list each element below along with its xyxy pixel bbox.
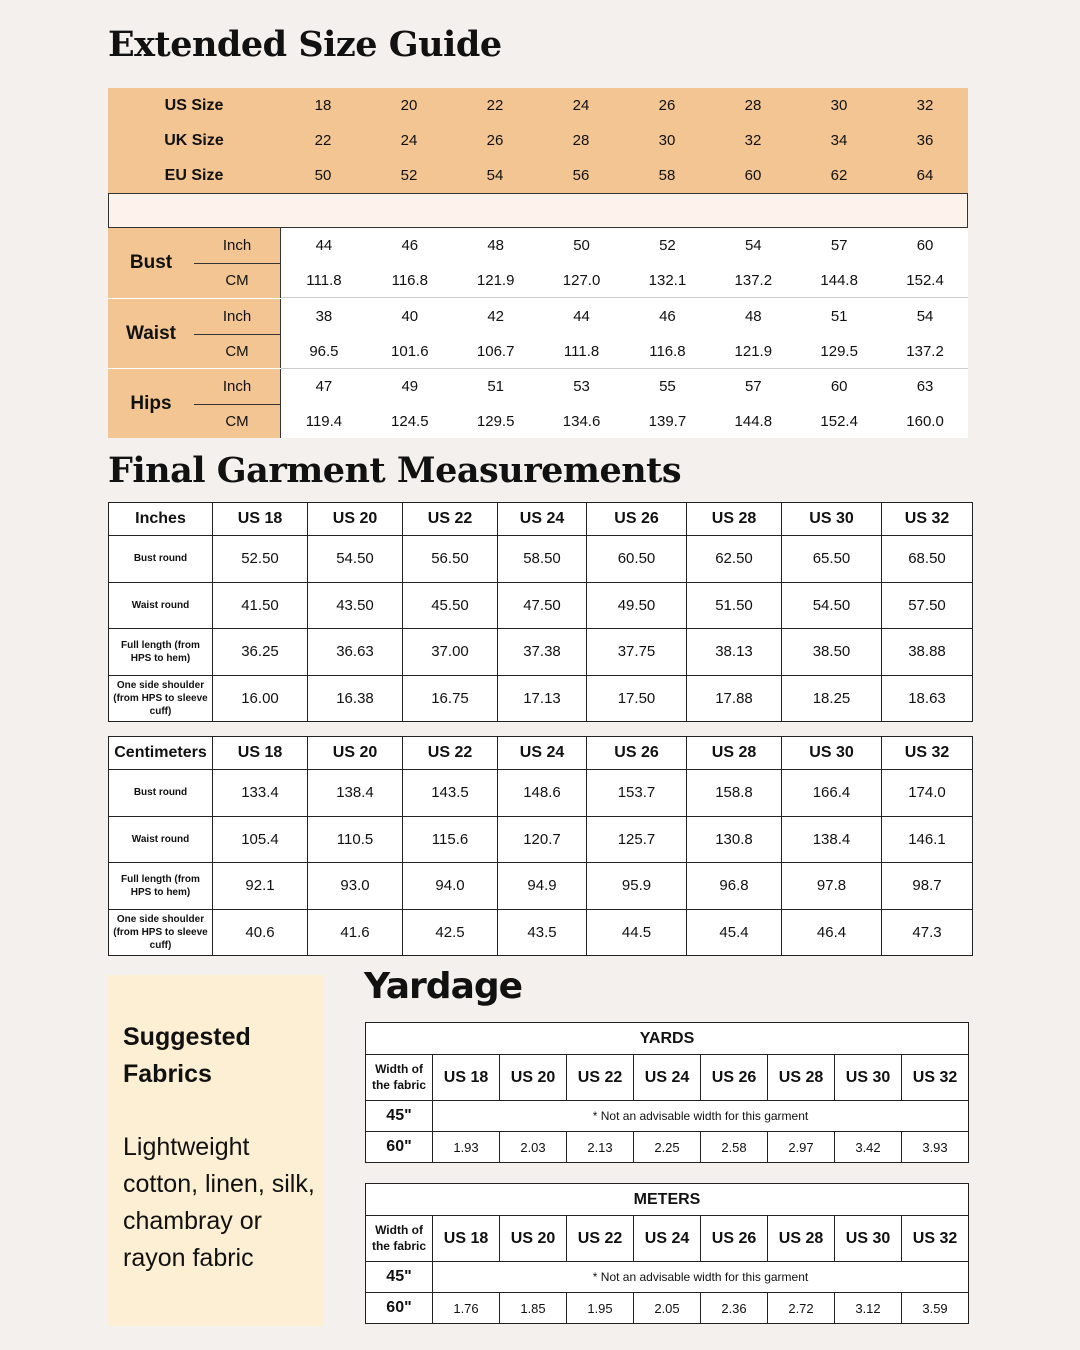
table-cell: 38.88 bbox=[882, 629, 973, 676]
uk-size-cell: 34 bbox=[830, 132, 848, 149]
table-cell: 138.4 bbox=[782, 816, 882, 863]
table-cell: 110.5 bbox=[308, 816, 403, 863]
width-60-label: 60" bbox=[366, 1293, 433, 1324]
cm-label: CM bbox=[225, 272, 249, 289]
table-cell: 130.8 bbox=[687, 816, 782, 863]
not-advisable-note: * Not an advisable width for this garment bbox=[433, 1262, 969, 1293]
value-cell: 124.5 bbox=[391, 413, 429, 430]
column-header: US 32 bbox=[882, 737, 973, 770]
table-cell: 148.6 bbox=[498, 770, 587, 817]
eu-size-cell: 50 bbox=[314, 167, 332, 184]
table-cell: 2.25 bbox=[634, 1132, 701, 1163]
us-size-cell: 28 bbox=[744, 97, 762, 114]
table-cell: 2.97 bbox=[768, 1132, 835, 1163]
inch-label: Inch bbox=[222, 308, 252, 325]
table-row bbox=[109, 863, 973, 910]
extended-size-guide bbox=[108, 88, 968, 438]
uk-size-label: UK Size bbox=[164, 131, 224, 149]
table-row bbox=[109, 909, 973, 956]
table-cell: 37.38 bbox=[498, 629, 587, 676]
table-header-row bbox=[109, 503, 973, 536]
value-cell: 47 bbox=[315, 378, 333, 395]
yards-table bbox=[365, 1022, 969, 1163]
value-cell: 139.7 bbox=[648, 413, 687, 430]
value-cell: 111.8 bbox=[563, 342, 600, 360]
value-cell: 129.5 bbox=[820, 342, 858, 360]
table-cell: 41.50 bbox=[213, 582, 308, 629]
table-cell: 38.13 bbox=[687, 629, 782, 676]
us-size-cell: 18 bbox=[314, 97, 332, 114]
table-row bbox=[366, 1132, 969, 1163]
eu-size-cell: 54 bbox=[486, 167, 504, 184]
column-header: US 26 bbox=[587, 503, 687, 536]
row-label: Full length (from HPS to hem) bbox=[109, 863, 213, 910]
table-row bbox=[109, 629, 973, 676]
value-cell: 152.4 bbox=[906, 271, 944, 289]
uk-size-row bbox=[108, 123, 968, 158]
table-cell: 16.00 bbox=[213, 675, 308, 722]
table-cell: 2.05 bbox=[634, 1293, 701, 1324]
us-size-row bbox=[108, 88, 968, 123]
column-header: US 30 bbox=[782, 737, 882, 770]
table-row bbox=[109, 816, 973, 863]
value-cell: 101.6 bbox=[391, 342, 429, 360]
us-size-cell: 20 bbox=[400, 97, 418, 114]
width-45-label: 45" bbox=[366, 1262, 433, 1293]
value-cell: 134.6 bbox=[562, 413, 601, 430]
table-cell: 166.4 bbox=[782, 770, 882, 817]
table-row bbox=[109, 675, 973, 722]
table-cell: 138.4 bbox=[308, 770, 403, 817]
table-cell: 36.25 bbox=[213, 629, 308, 676]
table-row bbox=[109, 536, 973, 583]
table-cell: 44.5 bbox=[587, 909, 687, 956]
value-cell: 132.1 bbox=[648, 271, 687, 289]
column-header: US 26 bbox=[701, 1216, 768, 1262]
table-cell: 54.50 bbox=[308, 536, 403, 583]
table-cell: 2.03 bbox=[500, 1132, 567, 1163]
table-cell: 56.50 bbox=[403, 536, 498, 583]
width-of-fabric-label: Width of the fabric bbox=[366, 1216, 433, 1262]
value-cell: 44 bbox=[315, 237, 333, 254]
table-cell: 37.00 bbox=[403, 629, 498, 676]
value-cell: 106.7 bbox=[476, 342, 515, 360]
table-cell: 174.0 bbox=[882, 770, 973, 817]
table-cell: 46.4 bbox=[782, 909, 882, 956]
column-header: US 18 bbox=[433, 1055, 500, 1101]
row-label: One side shoulder (from HPS to sleeve cuff) bbox=[109, 909, 213, 956]
table-cell: 3.93 bbox=[902, 1132, 969, 1163]
value-cell: 49 bbox=[401, 378, 419, 395]
table-cell: 57.50 bbox=[882, 582, 973, 629]
column-header: US 24 bbox=[498, 737, 587, 770]
table-row bbox=[366, 1262, 969, 1293]
table-cell: 18.63 bbox=[882, 675, 973, 722]
value-cell: 46 bbox=[659, 308, 676, 325]
table-cell: 3.42 bbox=[835, 1132, 902, 1163]
column-header: US 24 bbox=[634, 1055, 701, 1101]
cm-label: CM bbox=[225, 413, 249, 430]
suggested-fabrics-heading: Suggested Fabrics bbox=[123, 1023, 251, 1088]
eu-size-cell: 62 bbox=[830, 167, 848, 184]
table-cell: 97.8 bbox=[782, 863, 882, 910]
value-cell: 121.9 bbox=[476, 271, 515, 289]
table-cell: 133.4 bbox=[213, 770, 308, 817]
value-cell: 144.8 bbox=[820, 271, 858, 289]
table-cell: 1.93 bbox=[433, 1132, 500, 1163]
value-cell: 57 bbox=[830, 237, 848, 254]
title-final-garment-measurements: Final Garment Measurements bbox=[108, 450, 682, 491]
eu-size-cell: 56 bbox=[572, 167, 590, 184]
width-60-label: 60" bbox=[366, 1132, 433, 1163]
column-header: US 26 bbox=[587, 737, 687, 770]
value-cell: 42 bbox=[487, 308, 505, 325]
title-yardage: Yardage bbox=[364, 966, 523, 1007]
eu-size-cell: 60 bbox=[744, 167, 762, 184]
table-header-row bbox=[366, 1216, 969, 1262]
table-row bbox=[366, 1101, 969, 1132]
value-cell: 60 bbox=[916, 237, 934, 254]
table-cell: 2.36 bbox=[701, 1293, 768, 1324]
waist-inch-row bbox=[281, 299, 968, 334]
value-cell: 51 bbox=[830, 308, 848, 325]
table-cell: 49.50 bbox=[587, 582, 687, 629]
table-cell: 120.7 bbox=[498, 816, 587, 863]
value-cell: 50 bbox=[573, 237, 590, 254]
eu-size-row bbox=[108, 158, 968, 193]
table-cell: 36.63 bbox=[308, 629, 403, 676]
yards-caption: YARDS bbox=[366, 1023, 969, 1055]
waist-cm-row bbox=[281, 334, 968, 369]
table-cell: 54.50 bbox=[782, 582, 882, 629]
cm-label: CM bbox=[225, 343, 249, 360]
value-cell: 129.5 bbox=[476, 413, 515, 430]
width-of-fabric-label: Width of the fabric bbox=[366, 1055, 433, 1101]
table-cell: 3.59 bbox=[902, 1293, 969, 1324]
value-cell: 137.2 bbox=[734, 271, 773, 289]
value-cell: 137.2 bbox=[906, 342, 944, 360]
value-cell: 160.0 bbox=[906, 413, 944, 430]
value-cell: 96.5 bbox=[309, 342, 339, 360]
table-cell: 43.50 bbox=[308, 582, 403, 629]
value-cell: 57 bbox=[744, 378, 762, 395]
table-cell: 17.50 bbox=[587, 675, 687, 722]
row-label: Bust round bbox=[109, 770, 213, 817]
column-header: US 18 bbox=[213, 503, 308, 536]
value-cell: 38 bbox=[315, 308, 333, 325]
bust-block bbox=[108, 228, 968, 298]
column-header: US 18 bbox=[213, 737, 308, 770]
value-cell: 121.9 bbox=[734, 342, 773, 360]
column-header: US 28 bbox=[687, 503, 782, 536]
table-cell: 2.58 bbox=[701, 1132, 768, 1163]
inch-label: Inch bbox=[222, 378, 252, 395]
value-cell: 127.0 bbox=[562, 271, 601, 289]
table-cell: 115.6 bbox=[403, 816, 498, 863]
column-header: US 20 bbox=[308, 737, 403, 770]
value-cell: 116.8 bbox=[649, 342, 686, 360]
uk-size-cell: 36 bbox=[916, 132, 934, 149]
waist-label: Waist bbox=[126, 323, 176, 344]
table-cell: 2.72 bbox=[768, 1293, 835, 1324]
table-cell: 125.7 bbox=[587, 816, 687, 863]
garment-centimeters-table bbox=[108, 736, 973, 956]
eu-size-cell: 52 bbox=[400, 167, 418, 184]
table-cell: 143.5 bbox=[403, 770, 498, 817]
width-45-label: 45" bbox=[366, 1101, 433, 1132]
value-cell: 54 bbox=[744, 237, 762, 254]
hips-inch-row bbox=[281, 369, 968, 404]
bust-inch-row bbox=[281, 228, 968, 263]
eu-size-label: EU Size bbox=[164, 166, 224, 184]
eu-size-cell: 58 bbox=[658, 167, 676, 184]
centimeters-corner-label: Centimeters bbox=[109, 737, 213, 770]
value-cell: 152.4 bbox=[820, 413, 858, 430]
column-header: US 22 bbox=[567, 1216, 634, 1262]
table-cell: 16.38 bbox=[308, 675, 403, 722]
title-extended-size-guide: Extended Size Guide bbox=[108, 24, 502, 65]
row-label: Waist round bbox=[109, 582, 213, 629]
table-cell: 43.5 bbox=[498, 909, 587, 956]
table-caption-row bbox=[366, 1023, 969, 1055]
uk-size-cell: 28 bbox=[572, 132, 590, 149]
table-cell: 96.8 bbox=[687, 863, 782, 910]
us-size-cell: 32 bbox=[916, 97, 934, 114]
meters-table bbox=[365, 1183, 969, 1324]
column-header: US 20 bbox=[308, 503, 403, 536]
uk-size-cell: 24 bbox=[400, 132, 418, 149]
uk-size-cell: 32 bbox=[744, 132, 762, 149]
row-label: One side shoulder (from HPS to sleeve cuff) bbox=[109, 675, 213, 722]
value-cell: 53 bbox=[573, 378, 590, 395]
table-cell: 1.85 bbox=[500, 1293, 567, 1324]
table-cell: 3.12 bbox=[835, 1293, 902, 1324]
table-cell: 52.50 bbox=[213, 536, 308, 583]
value-cell: 52 bbox=[659, 237, 676, 254]
value-cell: 54 bbox=[916, 308, 934, 325]
value-cell: 48 bbox=[487, 237, 505, 254]
value-cell: 116.8 bbox=[391, 271, 429, 289]
row-label: Waist round bbox=[109, 816, 213, 863]
table-cell: 17.88 bbox=[687, 675, 782, 722]
column-header: US 26 bbox=[701, 1055, 768, 1101]
column-header: US 22 bbox=[403, 503, 498, 536]
table-cell: 42.5 bbox=[403, 909, 498, 956]
column-header: US 30 bbox=[835, 1055, 902, 1101]
eu-size-cell: 64 bbox=[916, 167, 934, 184]
value-cell: 60 bbox=[830, 378, 848, 395]
uk-size-cell: 30 bbox=[658, 132, 676, 149]
spacer-row bbox=[108, 193, 968, 228]
table-cell: 41.6 bbox=[308, 909, 403, 956]
table-cell: 51.50 bbox=[687, 582, 782, 629]
value-cell: 111.8 bbox=[306, 271, 342, 289]
table-cell: 92.1 bbox=[213, 863, 308, 910]
table-cell: 98.7 bbox=[882, 863, 973, 910]
suggested-fabrics-box bbox=[108, 975, 324, 1326]
bust-cm-row bbox=[281, 263, 968, 298]
table-cell: 1.76 bbox=[433, 1293, 500, 1324]
table-cell: 65.50 bbox=[782, 536, 882, 583]
table-cell: 94.0 bbox=[403, 863, 498, 910]
row-label: Bust round bbox=[109, 536, 213, 583]
value-cell: 63 bbox=[916, 378, 934, 395]
table-header-row bbox=[366, 1055, 969, 1101]
table-cell: 16.75 bbox=[403, 675, 498, 722]
value-cell: 55 bbox=[659, 378, 676, 395]
table-cell: 95.9 bbox=[587, 863, 687, 910]
column-header: US 28 bbox=[687, 737, 782, 770]
value-cell: 119.4 bbox=[305, 413, 343, 430]
table-row bbox=[366, 1293, 969, 1324]
garment-inches-table bbox=[108, 502, 973, 722]
inches-corner-label: Inches bbox=[109, 503, 213, 536]
table-caption-row bbox=[366, 1184, 969, 1216]
us-size-label: US Size bbox=[164, 96, 224, 114]
inch-label: Inch bbox=[222, 237, 252, 254]
hips-cm-row bbox=[281, 404, 968, 439]
table-cell: 40.6 bbox=[213, 909, 308, 956]
table-cell: 18.25 bbox=[782, 675, 882, 722]
column-header: US 24 bbox=[498, 503, 587, 536]
value-cell: 44 bbox=[573, 308, 590, 325]
table-cell: 45.50 bbox=[403, 582, 498, 629]
table-cell: 153.7 bbox=[587, 770, 687, 817]
hips-block bbox=[108, 368, 968, 438]
us-size-cell: 22 bbox=[486, 97, 504, 114]
table-cell: 60.50 bbox=[587, 536, 687, 583]
column-header: US 22 bbox=[403, 737, 498, 770]
column-header: US 28 bbox=[768, 1216, 835, 1262]
waist-block bbox=[108, 298, 968, 368]
not-advisable-note: * Not an advisable width for this garment bbox=[433, 1101, 969, 1132]
suggested-fabrics-description: Lightweight cotton, linen, silk, chambray or rayon fabric bbox=[123, 1133, 315, 1272]
us-size-cell: 30 bbox=[830, 97, 848, 114]
table-cell: 47.50 bbox=[498, 582, 587, 629]
bust-label: Bust bbox=[129, 252, 173, 273]
column-header: US 20 bbox=[500, 1216, 567, 1262]
uk-size-cell: 26 bbox=[486, 132, 504, 149]
column-header: US 28 bbox=[768, 1055, 835, 1101]
value-cell: 48 bbox=[744, 308, 762, 325]
column-header: US 30 bbox=[782, 503, 882, 536]
table-header-row bbox=[109, 737, 973, 770]
table-cell: 58.50 bbox=[498, 536, 587, 583]
table-cell: 1.95 bbox=[567, 1293, 634, 1324]
value-cell: 51 bbox=[487, 378, 505, 395]
table-cell: 62.50 bbox=[687, 536, 782, 583]
table-row bbox=[109, 582, 973, 629]
table-cell: 47.3 bbox=[882, 909, 973, 956]
table-row bbox=[109, 770, 973, 817]
uk-size-cell: 22 bbox=[314, 132, 332, 149]
us-size-cell: 26 bbox=[658, 97, 676, 114]
column-header: US 20 bbox=[500, 1055, 567, 1101]
value-cell: 144.8 bbox=[734, 413, 773, 430]
size-systems-header bbox=[108, 88, 968, 193]
column-header: US 32 bbox=[902, 1216, 969, 1262]
table-cell: 68.50 bbox=[882, 536, 973, 583]
column-header: US 18 bbox=[433, 1216, 500, 1262]
meters-caption: METERS bbox=[366, 1184, 969, 1216]
table-cell: 94.9 bbox=[498, 863, 587, 910]
table-cell: 2.13 bbox=[567, 1132, 634, 1163]
table-cell: 38.50 bbox=[782, 629, 882, 676]
table-cell: 45.4 bbox=[687, 909, 782, 956]
column-header: US 32 bbox=[882, 503, 973, 536]
table-cell: 17.13 bbox=[498, 675, 587, 722]
table-cell: 93.0 bbox=[308, 863, 403, 910]
row-label: Full length (from HPS to hem) bbox=[109, 629, 213, 676]
column-header: US 24 bbox=[634, 1216, 701, 1262]
table-cell: 158.8 bbox=[687, 770, 782, 817]
table-cell: 37.75 bbox=[587, 629, 687, 676]
column-header: US 22 bbox=[567, 1055, 634, 1101]
us-size-cell: 24 bbox=[572, 97, 590, 114]
value-cell: 46 bbox=[401, 237, 419, 254]
table-cell: 146.1 bbox=[882, 816, 973, 863]
hips-label: Hips bbox=[130, 393, 172, 414]
table-cell: 105.4 bbox=[213, 816, 308, 863]
value-cell: 40 bbox=[401, 308, 419, 325]
column-header: US 30 bbox=[835, 1216, 902, 1262]
column-header: US 32 bbox=[902, 1055, 969, 1101]
